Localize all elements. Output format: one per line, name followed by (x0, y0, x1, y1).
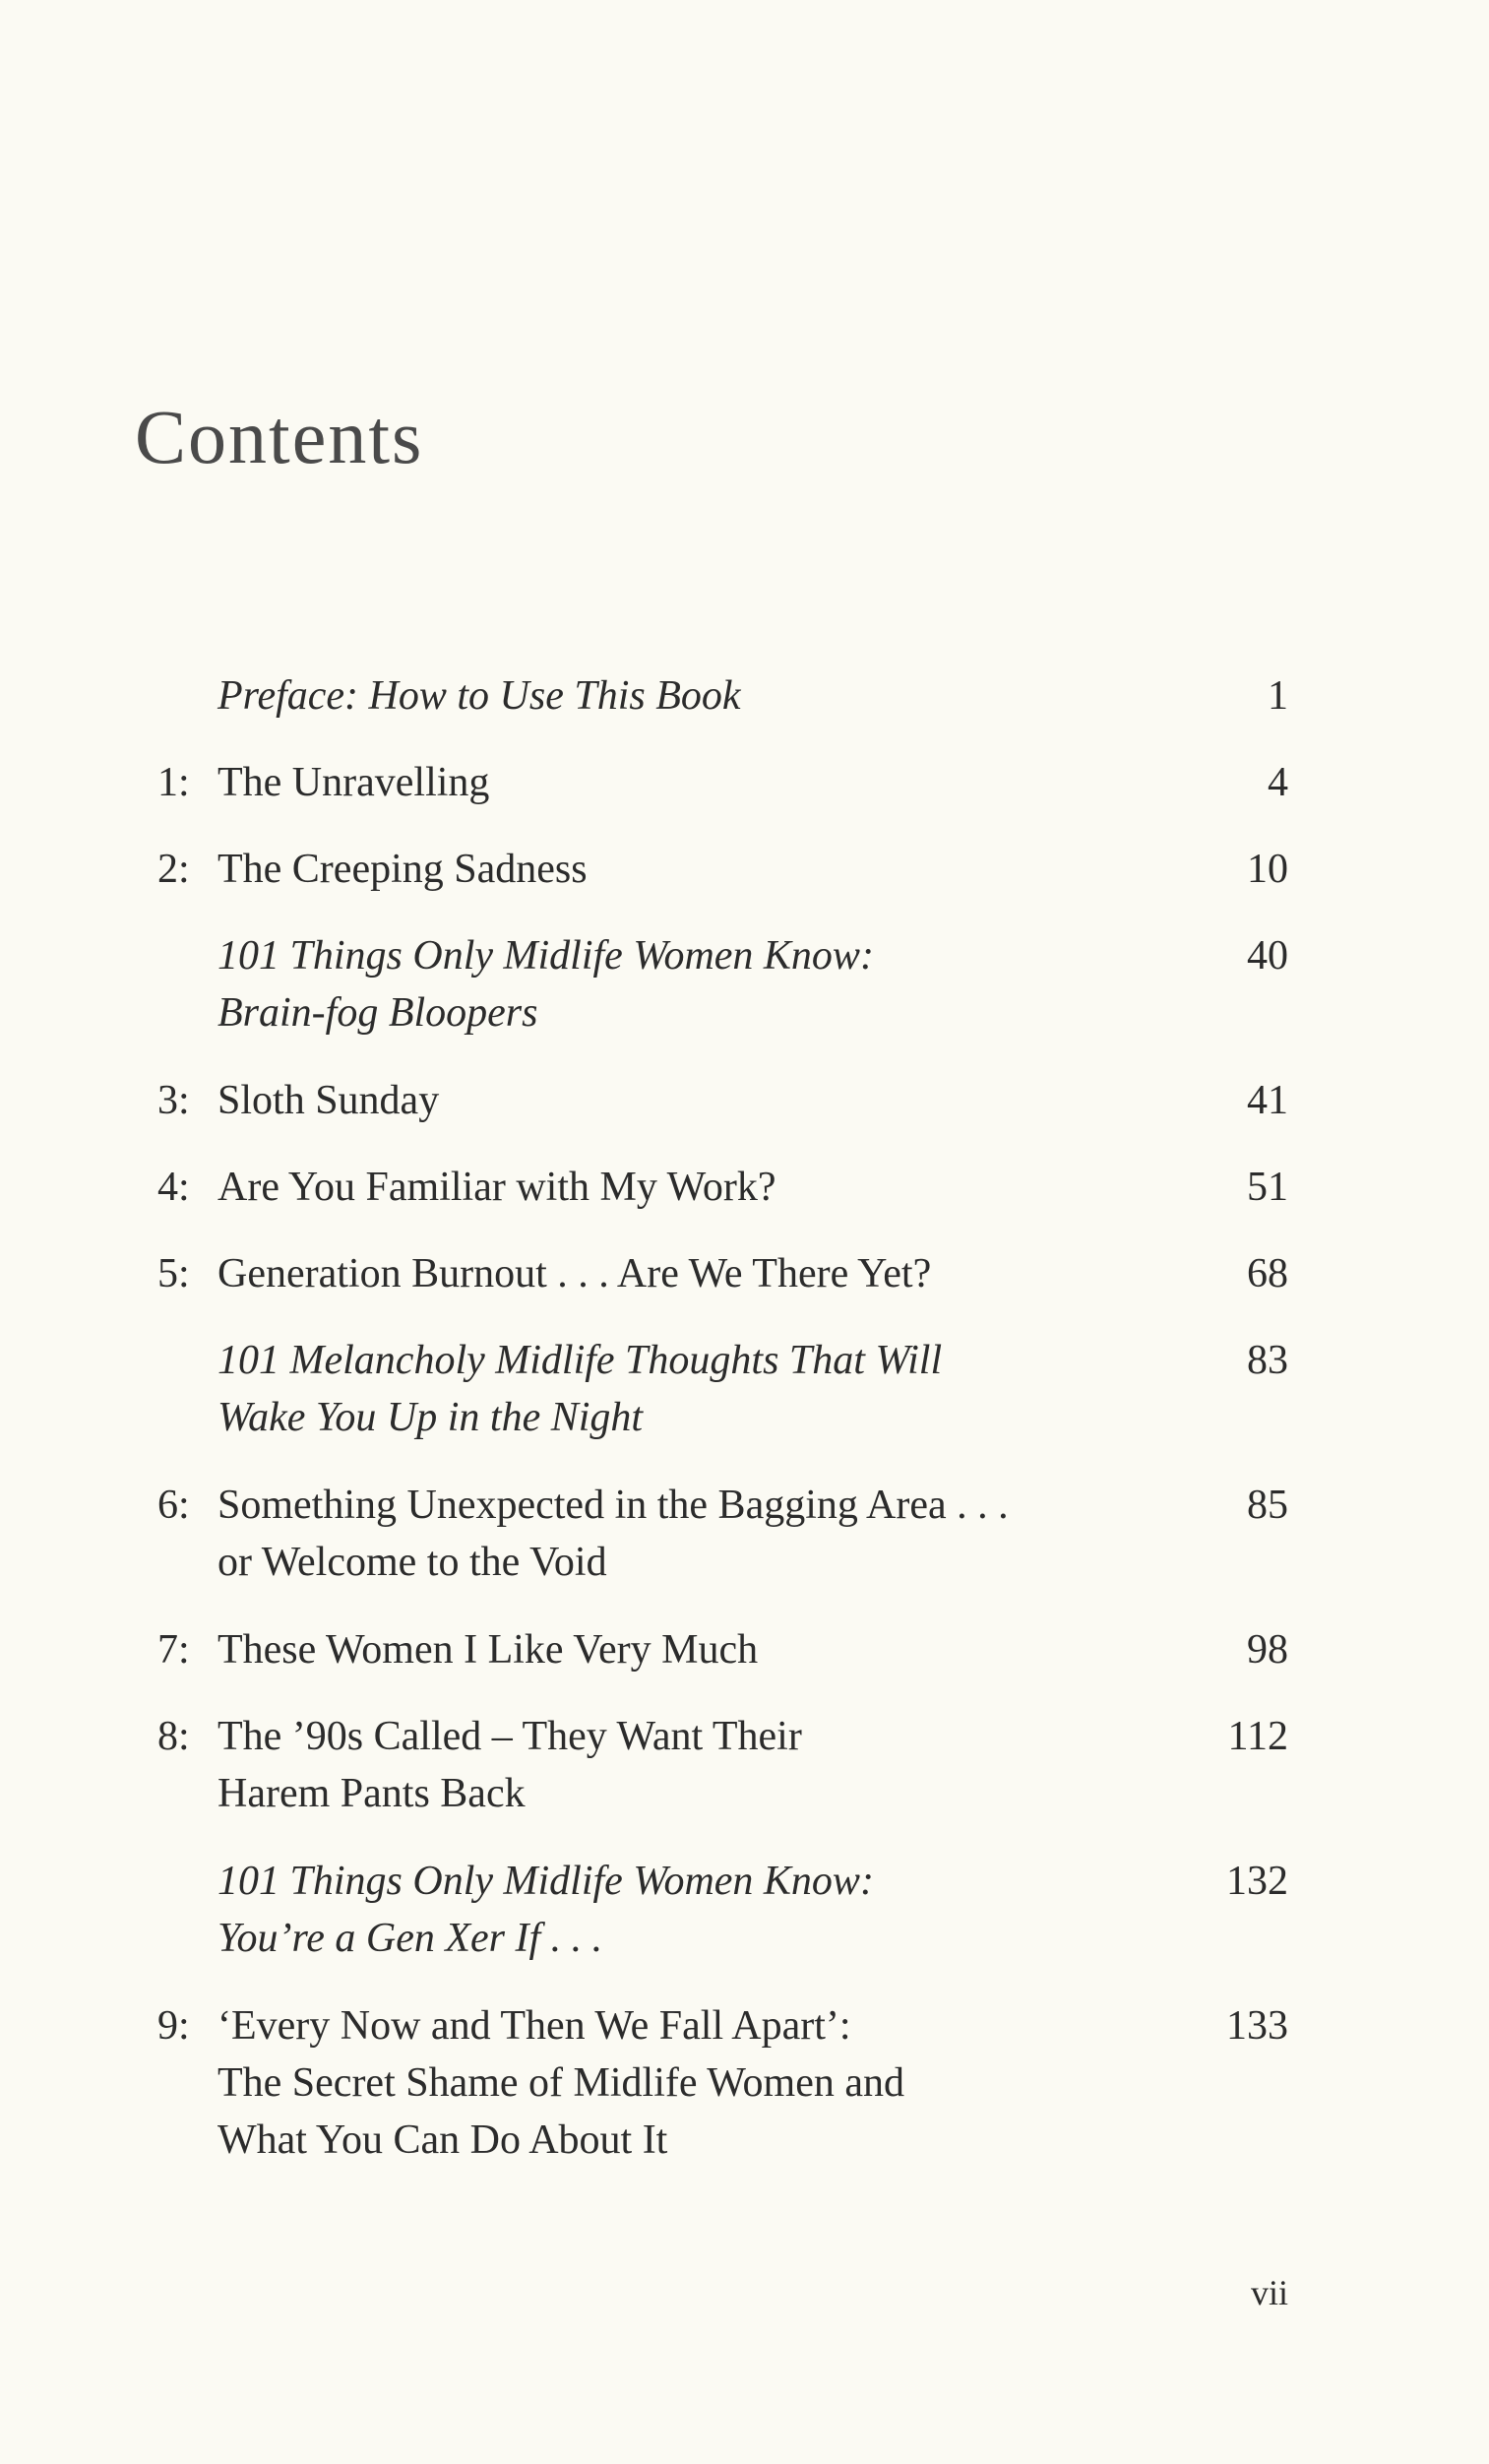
page-number: 132 (1226, 1859, 1288, 1904)
page-number: 112 (1227, 1714, 1288, 1759)
chapter-title: The Unravelling (217, 760, 490, 805)
chapter-title: 101 Things Only Midlife Women Know: You’re a Gen Xer If . . . (217, 1859, 874, 1961)
page-number: 41 (1247, 1078, 1288, 1123)
page-title: Contents (135, 394, 424, 479)
chapter-number: 1: (157, 760, 190, 805)
chapter-title: The Creeping Sadness (217, 847, 588, 892)
chapter-title: The ’90s Called – They Want Their Harem Pants Back (217, 1714, 802, 1816)
page-number: 85 (1247, 1483, 1288, 1528)
chapter-title: 101 Melancholy Midlife Thoughts That Will Wake You Up in the Night (217, 1338, 943, 1440)
page-number: 68 (1247, 1251, 1288, 1296)
page-number: 133 (1226, 2003, 1288, 2049)
chapter-title: Preface: How to Use This Book (217, 673, 741, 719)
page-number: 10 (1247, 847, 1288, 892)
page-number: 98 (1247, 1627, 1288, 1673)
chapter-title: 101 Things Only Midlife Women Know: Brain-fog Bloopers (217, 933, 874, 1036)
page-number: 51 (1247, 1165, 1288, 1210)
chapter-number: 9: (157, 2003, 190, 2049)
chapter-number: 6: (157, 1483, 190, 1528)
chapter-title: Sloth Sunday (217, 1078, 440, 1123)
chapter-title: Something Unexpected in the Bagging Area . . . or Welcome to the Void (217, 1483, 1009, 1585)
chapter-title: Generation Burnout . . . Are We There Yet? (217, 1251, 932, 1296)
chapter-title: ‘Every Now and Then We Fall Apart’: The Secret Shame of Midlife Women and What You Can Do About It (217, 2003, 904, 2163)
page-number: 4 (1268, 760, 1288, 805)
chapter-number: 4: (157, 1165, 190, 1210)
chapter-number: 7: (157, 1627, 190, 1673)
page-number: 40 (1247, 933, 1288, 979)
chapter-number: 8: (157, 1714, 190, 1759)
page-number: 1 (1268, 673, 1288, 719)
chapter-number: 3: (157, 1078, 190, 1123)
chapter-number: 2: (157, 847, 190, 892)
chapter-title: These Women I Like Very Much (217, 1627, 759, 1673)
chapter-number: 5: (157, 1251, 190, 1296)
folio-page-number: vii (1250, 2273, 1288, 2312)
chapter-title: Are You Familiar with My Work? (217, 1165, 776, 1210)
page-number: 83 (1247, 1338, 1288, 1383)
